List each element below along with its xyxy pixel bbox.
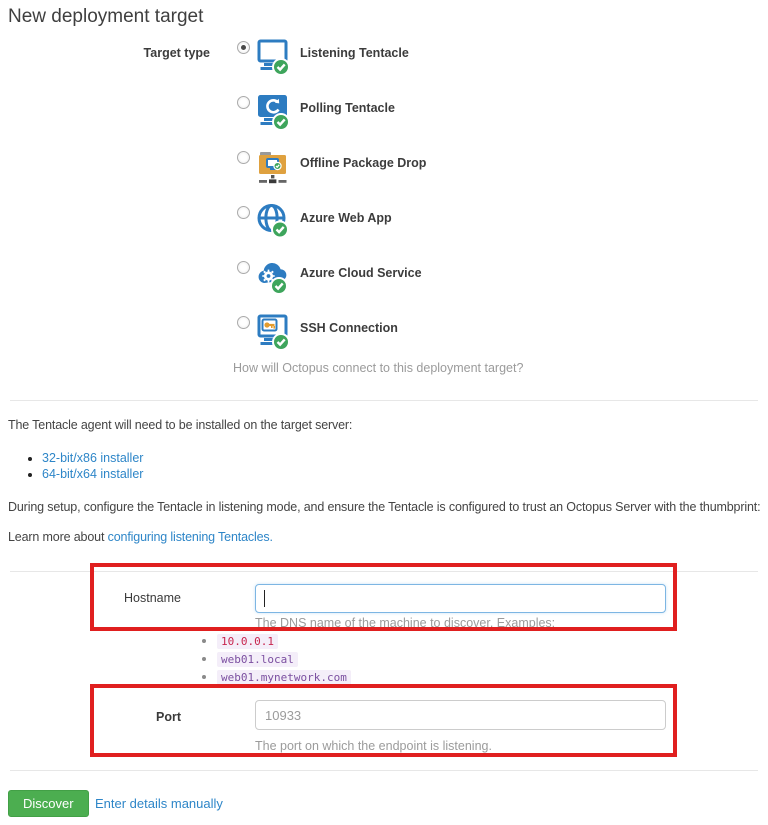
installer-link-32bit[interactable]: 32-bit/x86 installer xyxy=(42,451,144,465)
section-divider xyxy=(10,770,758,771)
port-help-text: The port on which the endpoint is listening. xyxy=(255,739,492,753)
listening-tentacle-icon xyxy=(255,38,292,78)
hostname-example-ip: 10.0.0.1 xyxy=(217,634,278,649)
hostname-help-text: The DNS name of the machine to discover. Examples: xyxy=(255,616,556,630)
enter-details-manually-link[interactable]: Enter details manually xyxy=(95,796,223,811)
installer-intro-text: The Tentacle agent will need to be installed on the target server: xyxy=(8,418,353,432)
option-label[interactable]: Azure Cloud Service xyxy=(300,266,422,280)
option-label[interactable]: Listening Tentacle xyxy=(300,46,409,60)
list-item xyxy=(217,668,351,686)
option-ssh-connection[interactable] xyxy=(237,313,398,353)
installer-link-64bit[interactable]: 64-bit/x64 installer xyxy=(42,467,144,481)
option-label[interactable]: Polling Tentacle xyxy=(300,101,395,115)
radio-offline-package-drop[interactable] xyxy=(237,151,250,164)
hostname-example-fqdn: web01.mynetwork.com xyxy=(217,670,351,685)
option-polling-tentacle[interactable] xyxy=(237,93,395,133)
option-azure-cloud-service[interactable] xyxy=(237,258,422,298)
target-type-label: Target type xyxy=(143,46,210,60)
ssh-connection-icon xyxy=(255,313,292,353)
offline-package-drop-icon xyxy=(255,148,292,188)
section-divider xyxy=(10,400,758,401)
azure-web-app-icon xyxy=(255,203,292,243)
port-input[interactable] xyxy=(255,700,666,730)
radio-azure-web-app[interactable] xyxy=(237,206,250,219)
text-caret xyxy=(264,590,265,607)
configuring-tentacles-link[interactable]: configuring listening Tentacles. xyxy=(107,530,273,544)
list-item xyxy=(217,632,351,650)
radio-polling-tentacle[interactable] xyxy=(237,96,250,109)
option-azure-web-app[interactable] xyxy=(237,203,392,243)
port-label: Port xyxy=(156,710,181,724)
list-item xyxy=(42,466,143,482)
option-label[interactable]: Azure Web App xyxy=(300,211,392,225)
discover-button[interactable]: Discover xyxy=(8,790,89,817)
section-divider xyxy=(10,571,758,572)
option-label[interactable]: SSH Connection xyxy=(300,321,398,335)
connect-help-text: How will Octopus connect to this deployment target? xyxy=(233,361,524,375)
learn-more-prefix: Learn more about xyxy=(8,530,108,544)
radio-listening-tentacle[interactable] xyxy=(237,41,250,54)
radio-ssh-connection[interactable] xyxy=(237,316,250,329)
option-listening-tentacle[interactable] xyxy=(237,38,409,78)
polling-tentacle-icon xyxy=(255,93,292,133)
page-title: New deployment target xyxy=(8,6,204,27)
azure-cloud-service-icon xyxy=(255,258,292,298)
installer-link-list xyxy=(28,450,143,482)
hostname-example-local: web01.local xyxy=(217,652,298,667)
radio-azure-cloud-service[interactable] xyxy=(237,261,250,274)
hostname-input[interactable] xyxy=(255,584,666,613)
hostname-label: Hostname xyxy=(124,591,181,605)
setup-note-text: During setup, configure the Tentacle in listening mode, and ensure the Tentacle is configured to trust an Octopus Server with the thumbprint: xyxy=(8,500,761,514)
hostname-example-list xyxy=(203,632,351,686)
list-item xyxy=(42,450,143,466)
learn-more-text xyxy=(8,530,273,544)
option-offline-package-drop[interactable] xyxy=(237,148,426,188)
list-item xyxy=(217,650,351,668)
option-label[interactable]: Offline Package Drop xyxy=(300,156,427,170)
